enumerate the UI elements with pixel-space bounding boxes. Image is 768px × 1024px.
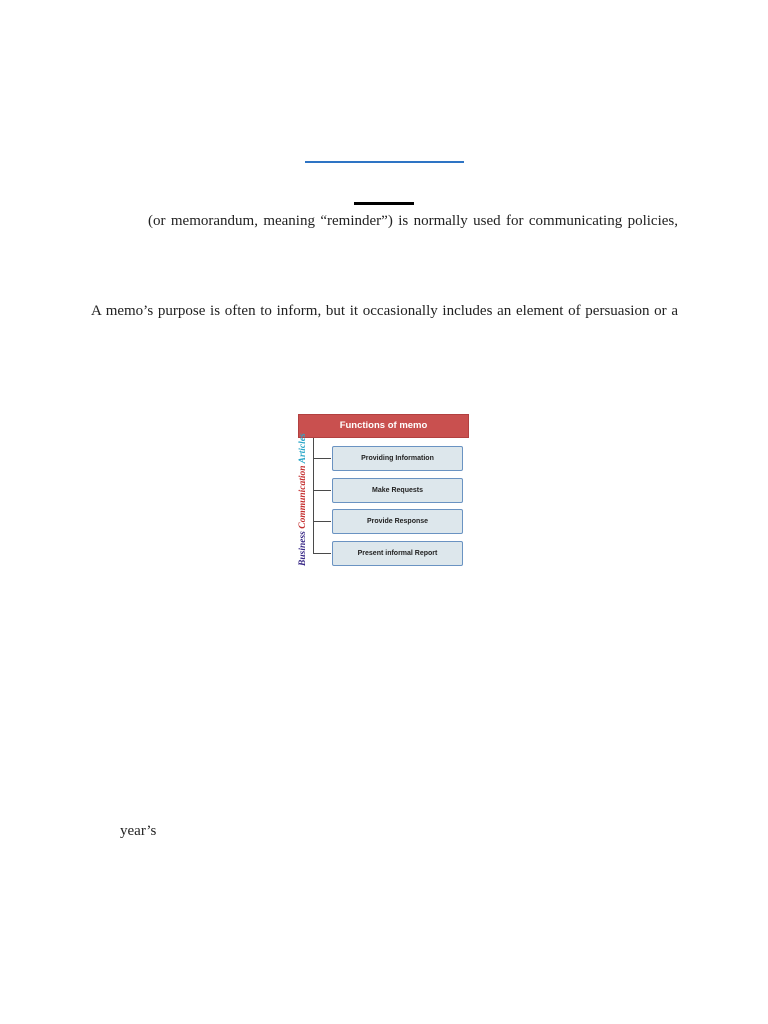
diagram-title: Functions of memo <box>298 414 469 438</box>
diagram-connector-branch <box>313 490 331 491</box>
paragraph-memo-definition: (or memorandum, meaning “reminder”) is normally used for communicating policies, <box>148 213 678 229</box>
bold-term-underline <box>354 202 414 205</box>
paragraph-memo-purpose: A memo’s purpose is often to inform, but it occasionally includes an element of persuasion or a <box>91 303 678 319</box>
paragraph-fragment: year’s <box>120 823 157 839</box>
watermark-word-3: Articles <box>298 433 308 464</box>
diagram-connector-branch <box>313 553 331 554</box>
diagram-watermark <box>298 433 308 566</box>
diagram-connector-branch <box>313 458 331 459</box>
heading-link-underline[interactable] <box>305 161 464 163</box>
watermark-word-1: Business <box>298 528 308 566</box>
diagram-item-box: Present informal Report <box>332 541 463 566</box>
functions-of-memo-diagram <box>298 414 470 570</box>
diagram-connector-trunk <box>313 438 314 553</box>
diagram-item-box: Providing Information <box>332 446 463 471</box>
diagram-item-box: Make Requests <box>332 478 463 503</box>
diagram-item-box: Provide Response <box>332 509 463 534</box>
watermark-word-2: Communication <box>298 463 308 529</box>
diagram-connector-branch <box>313 521 331 522</box>
